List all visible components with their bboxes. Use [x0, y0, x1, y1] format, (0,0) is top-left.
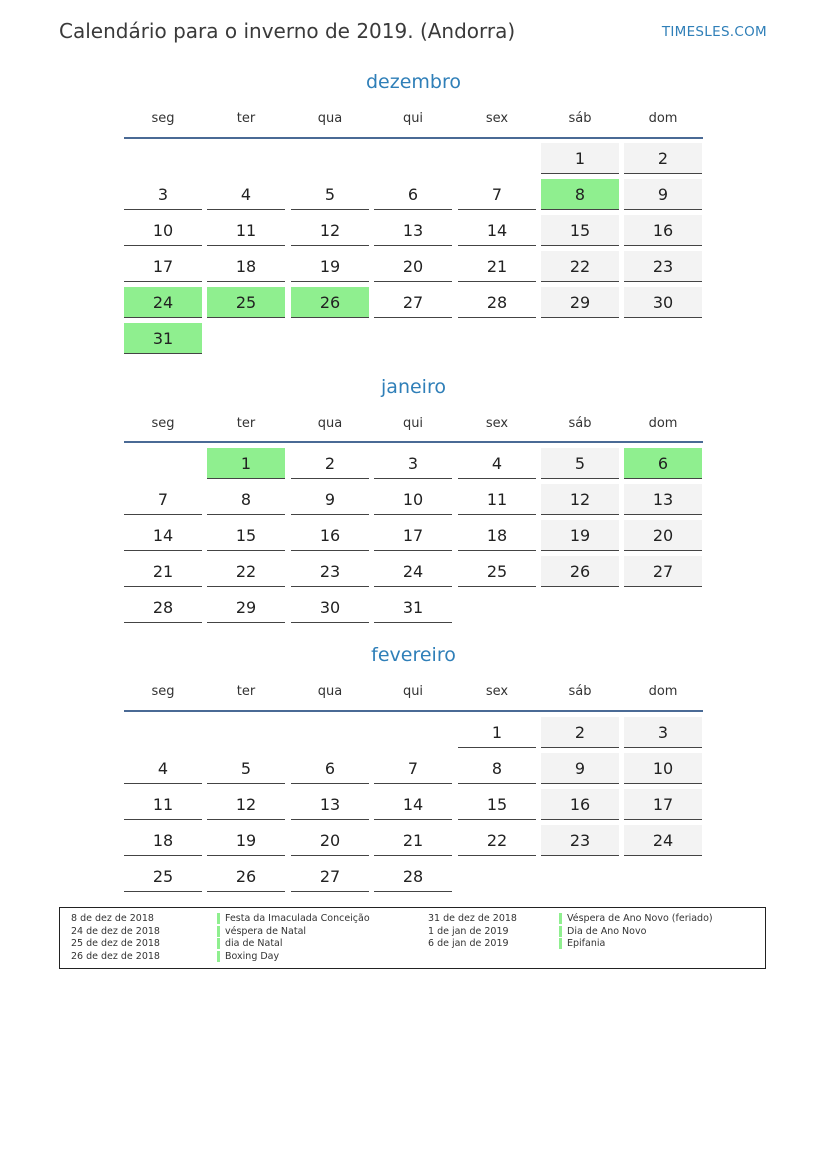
day-cell[interactable]: 27	[374, 287, 452, 318]
weekday-header: sex	[485, 416, 509, 431]
weekday-header: sáb	[568, 111, 592, 126]
weekday-header: sáb	[568, 684, 592, 699]
day-cell[interactable]: 28	[124, 592, 202, 623]
brand-logo[interactable]: TIMESLES.COM	[661, 24, 767, 40]
day-cell[interactable]: 10	[374, 484, 452, 515]
day-cell[interactable]: 10	[624, 753, 702, 784]
day-cell[interactable]: 7	[458, 179, 536, 210]
day-cell[interactable]: 12	[207, 789, 285, 820]
weekday-header: qui	[402, 416, 424, 431]
day-cell[interactable]: 18	[124, 825, 202, 856]
day-cell[interactable]: 14	[374, 789, 452, 820]
day-cell[interactable]: 8	[207, 484, 285, 515]
legend-holiday-name: Véspera de Ano Novo (feriado)	[559, 913, 713, 924]
day-cell[interactable]: 24	[374, 556, 452, 587]
day-cell[interactable]: 9	[291, 484, 369, 515]
legend-holiday-name: Boxing Day	[217, 951, 279, 962]
weekday-header: sáb	[568, 416, 592, 431]
legend-holiday-name: Epifania	[559, 938, 605, 949]
legend-date: 31 de dez de 2018	[428, 913, 517, 924]
month-title-janeiro: janeiro	[381, 376, 446, 398]
day-cell[interactable]: 14	[458, 215, 536, 246]
day-cell[interactable]: 20	[291, 825, 369, 856]
day-cell[interactable]: 25	[207, 287, 285, 318]
day-cell[interactable]: 15	[207, 520, 285, 551]
day-cell[interactable]: 22	[207, 556, 285, 587]
weekday-header: seg	[151, 111, 175, 126]
day-cell[interactable]: 4	[458, 448, 536, 479]
day-cell[interactable]: 6	[374, 179, 452, 210]
weekday-header: qui	[402, 111, 424, 126]
day-cell[interactable]: 8	[458, 753, 536, 784]
legend-date: 8 de dez de 2018	[71, 913, 154, 924]
weekday-header: qui	[402, 684, 424, 699]
day-cell[interactable]: 23	[541, 825, 619, 856]
weekday-header: ter	[236, 111, 256, 126]
holiday-legend	[59, 907, 766, 969]
day-cell[interactable]: 21	[374, 825, 452, 856]
legend-date: 24 de dez de 2018	[71, 925, 160, 937]
day-cell[interactable]: 28	[458, 287, 536, 318]
day-cell[interactable]: 23	[291, 556, 369, 587]
day-cell[interactable]: 21	[124, 556, 202, 587]
day-cell[interactable]: 29	[207, 592, 285, 623]
day-cell[interactable]: 11	[458, 484, 536, 515]
day-cell[interactable]: 11	[207, 215, 285, 246]
day-cell[interactable]: 16	[541, 789, 619, 820]
weekday-header: sex	[485, 684, 509, 699]
day-cell[interactable]: 13	[624, 484, 702, 515]
weekday-header: dom	[648, 684, 678, 699]
day-cell[interactable]: 7	[374, 753, 452, 784]
day-cell[interactable]: 15	[541, 215, 619, 246]
day-cell[interactable]: 26	[541, 556, 619, 587]
day-cell[interactable]: 20	[624, 520, 702, 551]
day-cell[interactable]: 26	[291, 287, 369, 318]
day-cell[interactable]: 5	[541, 448, 619, 479]
month-title-fevereiro: fevereiro	[371, 644, 456, 666]
day-cell[interactable]: 3	[624, 717, 702, 748]
day-cell[interactable]: 8	[541, 179, 619, 210]
day-cell[interactable]: 3	[374, 448, 452, 479]
day-cell[interactable]: 16	[624, 215, 702, 246]
weekday-header: sex	[485, 111, 509, 126]
day-cell[interactable]: 15	[458, 789, 536, 820]
day-cell[interactable]: 28	[374, 861, 452, 892]
legend-date: 1 de jan de 2019	[428, 925, 509, 937]
page-title: Calendário para o inverno de 2019. (Andorra)	[59, 19, 516, 43]
day-cell[interactable]: 22	[458, 825, 536, 856]
weekday-header: qua	[317, 416, 343, 431]
day-cell[interactable]: 2	[541, 717, 619, 748]
header-divider	[124, 137, 703, 139]
day-cell[interactable]: 5	[291, 179, 369, 210]
legend-date: 6 de jan de 2019	[428, 938, 509, 950]
day-cell[interactable]: 4	[207, 179, 285, 210]
month-title-dezembro: dezembro	[366, 71, 461, 93]
day-cell[interactable]: 17	[124, 251, 202, 282]
header-divider	[124, 710, 703, 712]
legend-date: 25 de dez de 2018	[71, 938, 160, 950]
day-cell[interactable]: 20	[374, 251, 452, 282]
day-cell[interactable]: 14	[124, 520, 202, 551]
weekday-header: ter	[236, 416, 256, 431]
day-cell[interactable]: 2	[624, 143, 702, 174]
day-cell[interactable]: 19	[291, 251, 369, 282]
day-cell[interactable]: 13	[291, 789, 369, 820]
day-cell[interactable]: 13	[374, 215, 452, 246]
legend-holiday-name: dia de Natal	[217, 938, 283, 949]
day-cell[interactable]: 4	[124, 753, 202, 784]
day-cell[interactable]: 6	[624, 448, 702, 479]
weekday-header: qua	[317, 111, 343, 126]
weekday-header: dom	[648, 111, 678, 126]
day-cell[interactable]: 26	[207, 861, 285, 892]
day-cell[interactable]: 9	[541, 753, 619, 784]
day-cell[interactable]: 23	[624, 251, 702, 282]
day-cell[interactable]: 25	[124, 861, 202, 892]
day-cell[interactable]: 12	[291, 215, 369, 246]
day-cell[interactable]: 24	[124, 287, 202, 318]
day-cell[interactable]: 18	[458, 520, 536, 551]
day-cell[interactable]: 10	[124, 215, 202, 246]
day-cell[interactable]: 16	[291, 520, 369, 551]
day-cell[interactable]: 19	[541, 520, 619, 551]
day-cell[interactable]: 6	[291, 753, 369, 784]
day-cell[interactable]: 5	[207, 753, 285, 784]
header-divider	[124, 441, 703, 443]
day-cell[interactable]: 27	[291, 861, 369, 892]
day-cell[interactable]: 21	[458, 251, 536, 282]
legend-holiday-name: Festa da Imaculada Conceição	[217, 913, 370, 924]
day-cell[interactable]: 12	[541, 484, 619, 515]
day-cell[interactable]: 9	[624, 179, 702, 210]
weekday-header: qua	[317, 684, 343, 699]
day-cell[interactable]: 29	[541, 287, 619, 318]
day-cell[interactable]: 31	[374, 592, 452, 623]
legend-date: 26 de dez de 2018	[71, 950, 160, 962]
weekday-header: seg	[151, 684, 175, 699]
day-cell[interactable]: 3	[124, 179, 202, 210]
day-cell[interactable]: 17	[624, 789, 702, 820]
day-cell[interactable]: 30	[624, 287, 702, 318]
day-cell[interactable]: 31	[124, 323, 202, 354]
day-cell[interactable]: 19	[207, 825, 285, 856]
day-cell[interactable]: 2	[291, 448, 369, 479]
day-cell[interactable]: 11	[124, 789, 202, 820]
weekday-header: ter	[236, 684, 256, 699]
day-cell[interactable]: 1	[458, 717, 536, 748]
day-cell[interactable]: 7	[124, 484, 202, 515]
day-cell[interactable]: 1	[207, 448, 285, 479]
weekday-header: seg	[151, 416, 175, 431]
day-cell[interactable]: 30	[291, 592, 369, 623]
day-cell[interactable]: 24	[624, 825, 702, 856]
day-cell[interactable]: 1	[541, 143, 619, 174]
day-cell[interactable]: 25	[458, 556, 536, 587]
day-cell[interactable]: 22	[541, 251, 619, 282]
weekday-header: dom	[648, 416, 678, 431]
legend-holiday-name: véspera de Natal	[217, 926, 306, 937]
legend-holiday-name: Dia de Ano Novo	[559, 926, 646, 937]
day-cell[interactable]: 18	[207, 251, 285, 282]
day-cell[interactable]: 17	[374, 520, 452, 551]
day-cell[interactable]: 27	[624, 556, 702, 587]
